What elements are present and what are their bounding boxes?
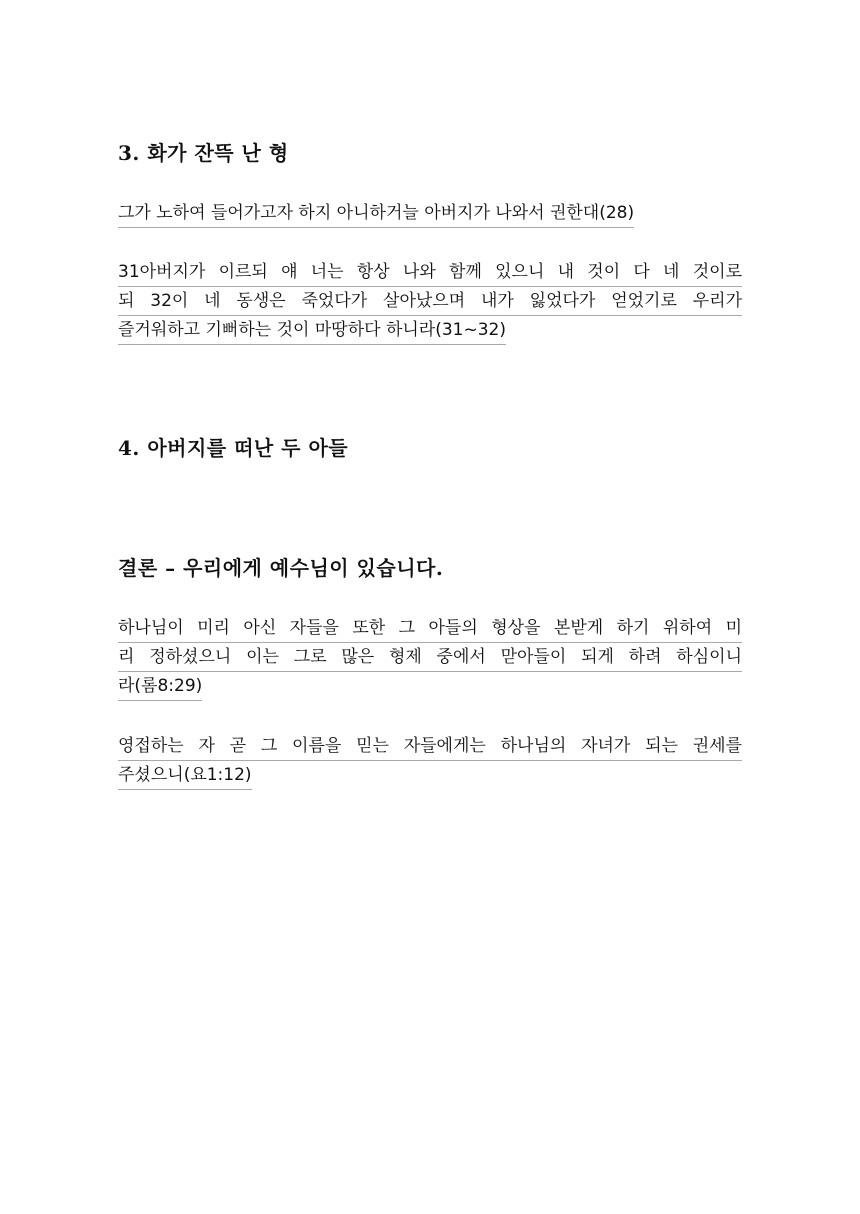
section-4-heading: 4. 아버지를 떠난 두 아들 — [118, 436, 349, 460]
verse-31-32-line-2: 되 32이 네 동생은 죽었다가 살아났으며 내가 잃었다가 얻었기로 우리가 — [118, 287, 742, 316]
verse-31-32-line-1: 31아버지가 이르되 얘 너는 항상 나와 함께 있으니 내 것이 다 네 것이로 — [118, 258, 742, 287]
john-line-1: 영접하는 자 곧 그 이름을 믿는 자들에게는 하나님의 자녀가 되는 권세를 — [118, 732, 742, 761]
verse-31-32-paragraph — [118, 258, 742, 345]
romans-line-1: 하나님이 미리 아신 자들을 또한 그 아들의 형상을 본받게 하기 위하여 미 — [118, 614, 742, 643]
section-3-heading: 3. 화가 잔뜩 난 형 — [118, 141, 289, 165]
verse-28-paragraph — [118, 199, 742, 228]
verse-31-32-line-3: 즐거워하고 기뻐하는 것이 마땅하다 하니라(31~32) — [118, 316, 506, 345]
romans-line-2: 리 정하셨으니 이는 그로 많은 형제 중에서 맏아들이 되게 하려 하심이니 — [118, 643, 742, 672]
verse-28-line: 그가 노하여 들어가고자 하지 아니하거늘 아버지가 나와서 권한대(28) — [118, 199, 634, 228]
john-line-2: 주셨으니(요1:12) — [118, 761, 252, 790]
romans-paragraph — [118, 614, 742, 701]
john-paragraph — [118, 732, 742, 790]
conclusion-heading: 결론 – 우리에게 예수님이 있습니다. — [118, 556, 444, 580]
romans-line-3: 라(롬8:29) — [118, 672, 202, 701]
